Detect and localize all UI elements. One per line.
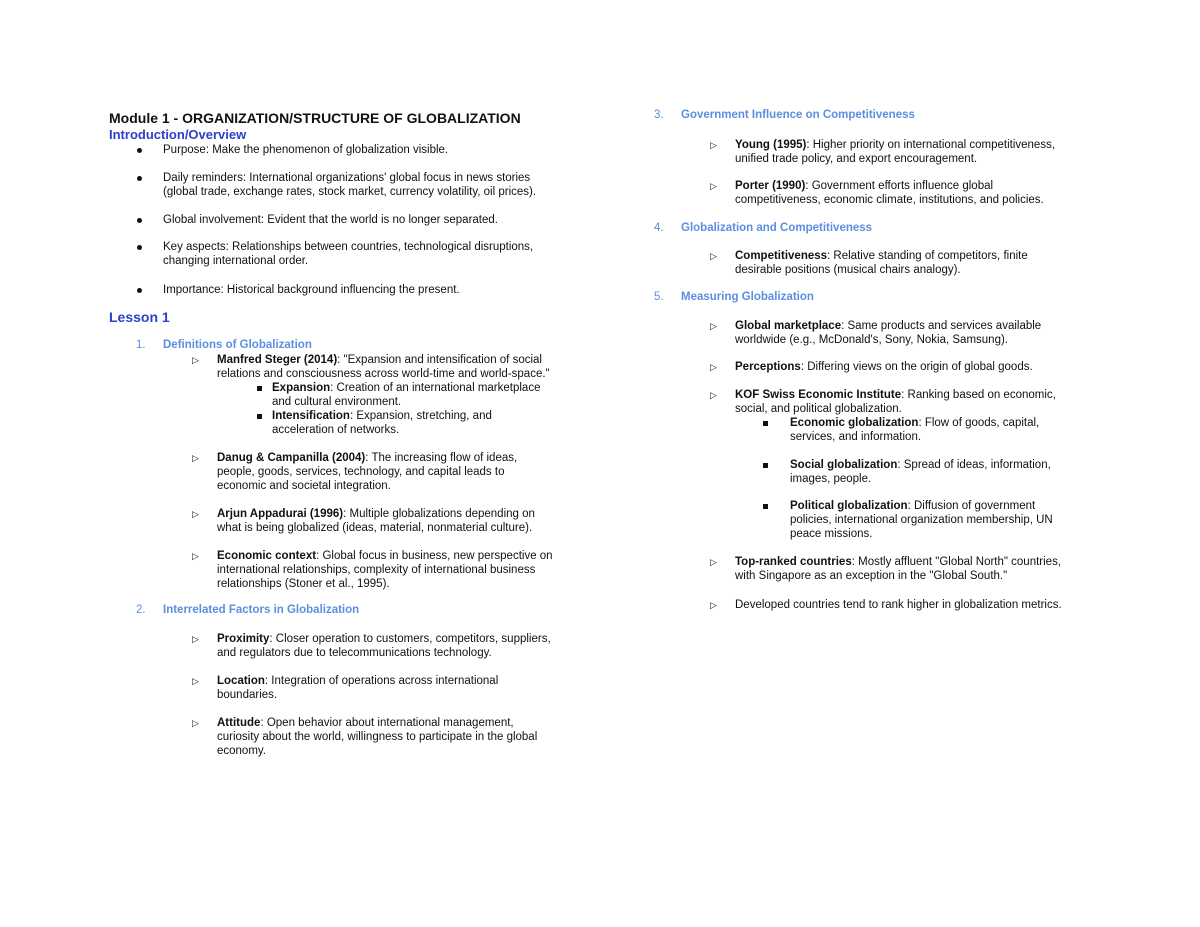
lesson-heading: Lesson 1 (109, 309, 170, 325)
section-subtitle: Introduction/Overview (109, 127, 247, 142)
section-number: 4. (654, 222, 664, 234)
arrow-bullet-icon: ▷ (192, 718, 199, 728)
square-bullet-icon (257, 381, 262, 395)
arrow-bullet-icon: ▷ (710, 181, 717, 191)
arrow-bullet-icon: ▷ (192, 355, 199, 365)
arrow-bullet-icon: ▷ (192, 634, 199, 644)
arrow-bullet-icon: ▷ (710, 600, 717, 610)
list-item-text: Purpose: Make the phenomenon of globalization visible. (163, 144, 449, 156)
section-title: Globalization and Competitiveness (681, 222, 873, 234)
section-number: 5. (654, 291, 664, 303)
bullet-icon (137, 213, 142, 227)
square-bullet-icon (763, 416, 768, 430)
arrow-bullet-icon: ▷ (192, 509, 199, 519)
square-bullet-icon (763, 499, 768, 513)
arrow-bullet-icon: ▷ (710, 251, 717, 261)
arrow-bullet-icon: ▷ (710, 140, 717, 150)
bullet-icon (137, 143, 142, 157)
section-title: Definitions of Globalization (163, 339, 312, 351)
bullet-icon (137, 171, 142, 185)
arrow-bullet-icon: ▷ (710, 390, 717, 400)
section-number: 2. (136, 604, 146, 616)
arrow-bullet-icon: ▷ (710, 362, 717, 372)
list-item-text: Global involvement: Evident that the world is no longer separated. (163, 214, 498, 226)
square-bullet-icon (257, 409, 262, 423)
section-title: Government Influence on Competitiveness (681, 109, 915, 121)
page-title: Module 1 - ORGANIZATION/STRUCTURE OF GLOBALIZATION (109, 110, 521, 126)
list-item-text: Importance: Historical background influencing the present. (163, 284, 460, 296)
list-item-text: (global trade, exchange rates, stock market, currency volatility, oil prices). (163, 186, 537, 198)
arrow-bullet-icon: ▷ (192, 676, 199, 686)
list-item-text: changing international order. (163, 255, 309, 267)
arrow-bullet-icon: ▷ (192, 453, 199, 463)
list-item-text: Daily reminders: International organizations' global focus in news stories (163, 172, 531, 184)
section-number: 3. (654, 109, 664, 121)
section-title: Measuring Globalization (681, 291, 814, 303)
arrow-bullet-icon: ▷ (710, 321, 717, 331)
arrow-bullet-icon: ▷ (710, 557, 717, 567)
bullet-icon (137, 240, 142, 254)
section-title: Interrelated Factors in Globalization (163, 604, 360, 616)
section-number: 1. (136, 339, 146, 351)
square-bullet-icon (763, 458, 768, 472)
list-item-text: Key aspects: Relationships between countries, technological disruptions, (163, 241, 534, 253)
arrow-bullet-icon: ▷ (192, 551, 199, 561)
bullet-icon (137, 283, 142, 297)
